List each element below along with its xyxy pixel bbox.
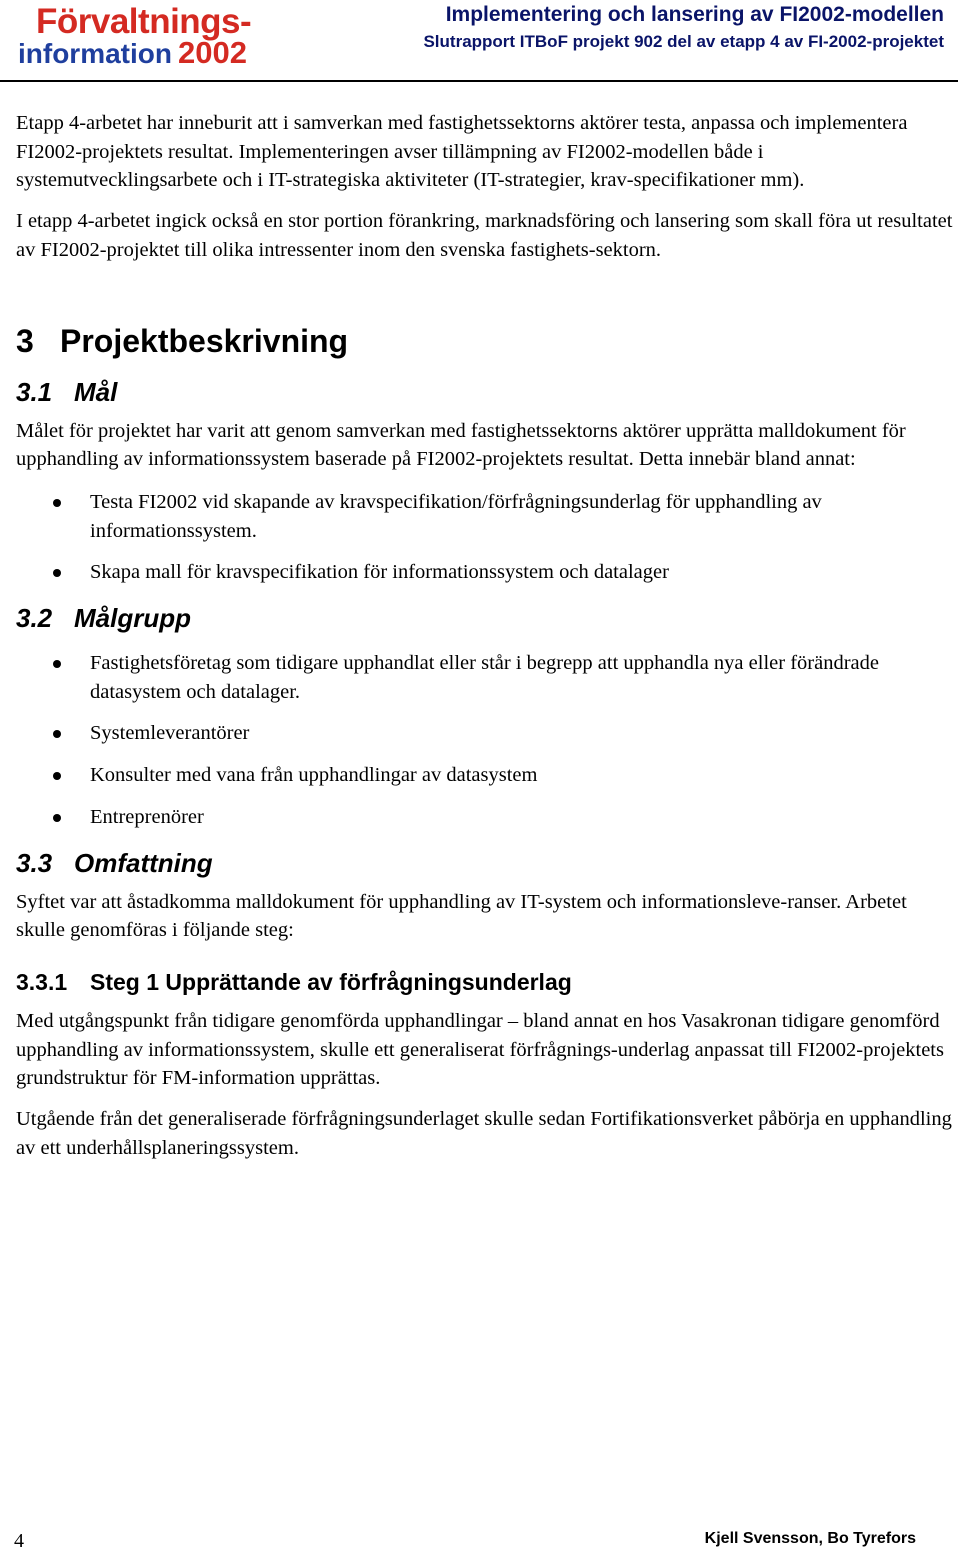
bullet-icon (53, 569, 61, 577)
section-3-3-heading (16, 846, 956, 880)
section-number: 3 (16, 322, 34, 359)
list-item (16, 488, 956, 545)
header-title-block (423, 2, 944, 54)
logo-line2 (18, 36, 247, 71)
logo-year: 2002 (178, 35, 247, 70)
section-number: 3.2 (16, 603, 53, 634)
bullet-icon (53, 660, 61, 668)
logo-word: information (18, 38, 172, 69)
footer-authors: Kjell Svensson, Bo Tyrefors (704, 1530, 916, 1547)
fi2002-logo (18, 2, 278, 74)
section-number: 3.1 (16, 376, 53, 407)
page-number: 4 (14, 1530, 24, 1552)
list-item-text: Fastighetsföretag som tidigare upphandlat eller står i begrepp att upphandla nya eller förändrade datasystem och datalager. (90, 652, 879, 703)
section-3-2-bullets (16, 649, 956, 832)
section-number: 3.3.1 (16, 968, 68, 995)
bullet-icon (53, 814, 61, 822)
bullet-icon (53, 772, 61, 780)
section-title: Målgrupp (74, 603, 191, 634)
header-rule (0, 80, 958, 82)
document-subtitle: Slutrapport ITBoF projekt 902 del av etapp 4 av FI-2002-projektet (423, 32, 944, 51)
list-item (16, 719, 956, 748)
list-item (16, 761, 956, 790)
list-item (16, 649, 956, 706)
page-header (0, 0, 960, 82)
section-title: Steg 1 Upprättande av förfrågningsunderlag (90, 968, 572, 995)
section-number: 3.3 (16, 847, 53, 878)
section-title: Mål (74, 376, 118, 407)
intro-paragraph-2: I etapp 4-arbetet ingick också en stor portion förankring, marknadsföring och lansering som skall föra ut resultatet av FI2002-projektet till olika intressenter inom den svenska fastighets-sektorn. (16, 210, 953, 261)
list-item-text: Testa FI2002 vid skapande av kravspecifikation/förfrågningsunderlag för upphandling av informationssystem. (90, 490, 822, 542)
section-3-1-bullets (16, 488, 956, 587)
list-item-text: Konsulter med vana från upphandlingar av datasystem (90, 764, 538, 787)
bullet-icon (53, 499, 61, 507)
list-item (16, 558, 956, 587)
section-3-1-heading (16, 375, 956, 409)
section-title: Omfattning (74, 847, 213, 878)
section-3-2-heading (16, 601, 956, 635)
list-item-text: Entreprenörer (90, 805, 204, 828)
section-3-heading (16, 321, 956, 361)
intro-paragraph-1: Etapp 4-arbetet har inneburit att i samverkan med fastighetssektorns aktörer testa, anpassa och implementera FI2002-projektets resultat. Implementeringen avser tillämpning av FI2002-modellen både i systemutvecklingsarbete och i IT-strategiska aktiviteter (IT-strategier, krav-specifikationer mm). (16, 112, 908, 192)
document-title: Implementering och lansering av FI2002-modellen (445, 3, 944, 26)
section-3-3-1-paragraph-1: Med utgångspunkt från tidigare genomförda upphandlingar – bland annat en hos Vasakronan tidigare genomförd upphandling av informationssystem, skulle ett generaliserat förfrågnings-underlag anpassat till FI2002-projektets grundstruktur för FM-information upprättas. (16, 1009, 944, 1090)
section-3-1-text: Målet för projektet har varit att genom samverkan med fastighetssektorns aktörer upprätta malldokument för upphandling av informationssystem baserade på FI2002-projektets resultat. Detta innebär bland annat: (16, 419, 906, 471)
section-3-3-1-paragraph-2: Utgående från det generaliserade förfrågningsunderlaget skulle sedan Fortifikationsverket påbörja en upphandling av ett underhållsplaneringssystem. (16, 1108, 952, 1159)
section-3-3-1-heading (16, 967, 956, 997)
list-item (16, 803, 956, 832)
page-body (16, 109, 956, 1174)
section-3-3-text: Syftet var att åstadkomma malldokument för upphandling av IT-system och informationsleve-ranser. Arbetet skulle genomföras i följande steg: (16, 890, 907, 942)
logo-line1: Förvaltnings- (36, 2, 252, 41)
list-item-text: Skapa mall för kravspecifikation för informationssystem och datalager (90, 561, 669, 584)
section-title: Projektbeskrivning (60, 322, 349, 359)
list-item-text: Systemleverantörer (90, 722, 250, 745)
bullet-icon (53, 730, 61, 738)
